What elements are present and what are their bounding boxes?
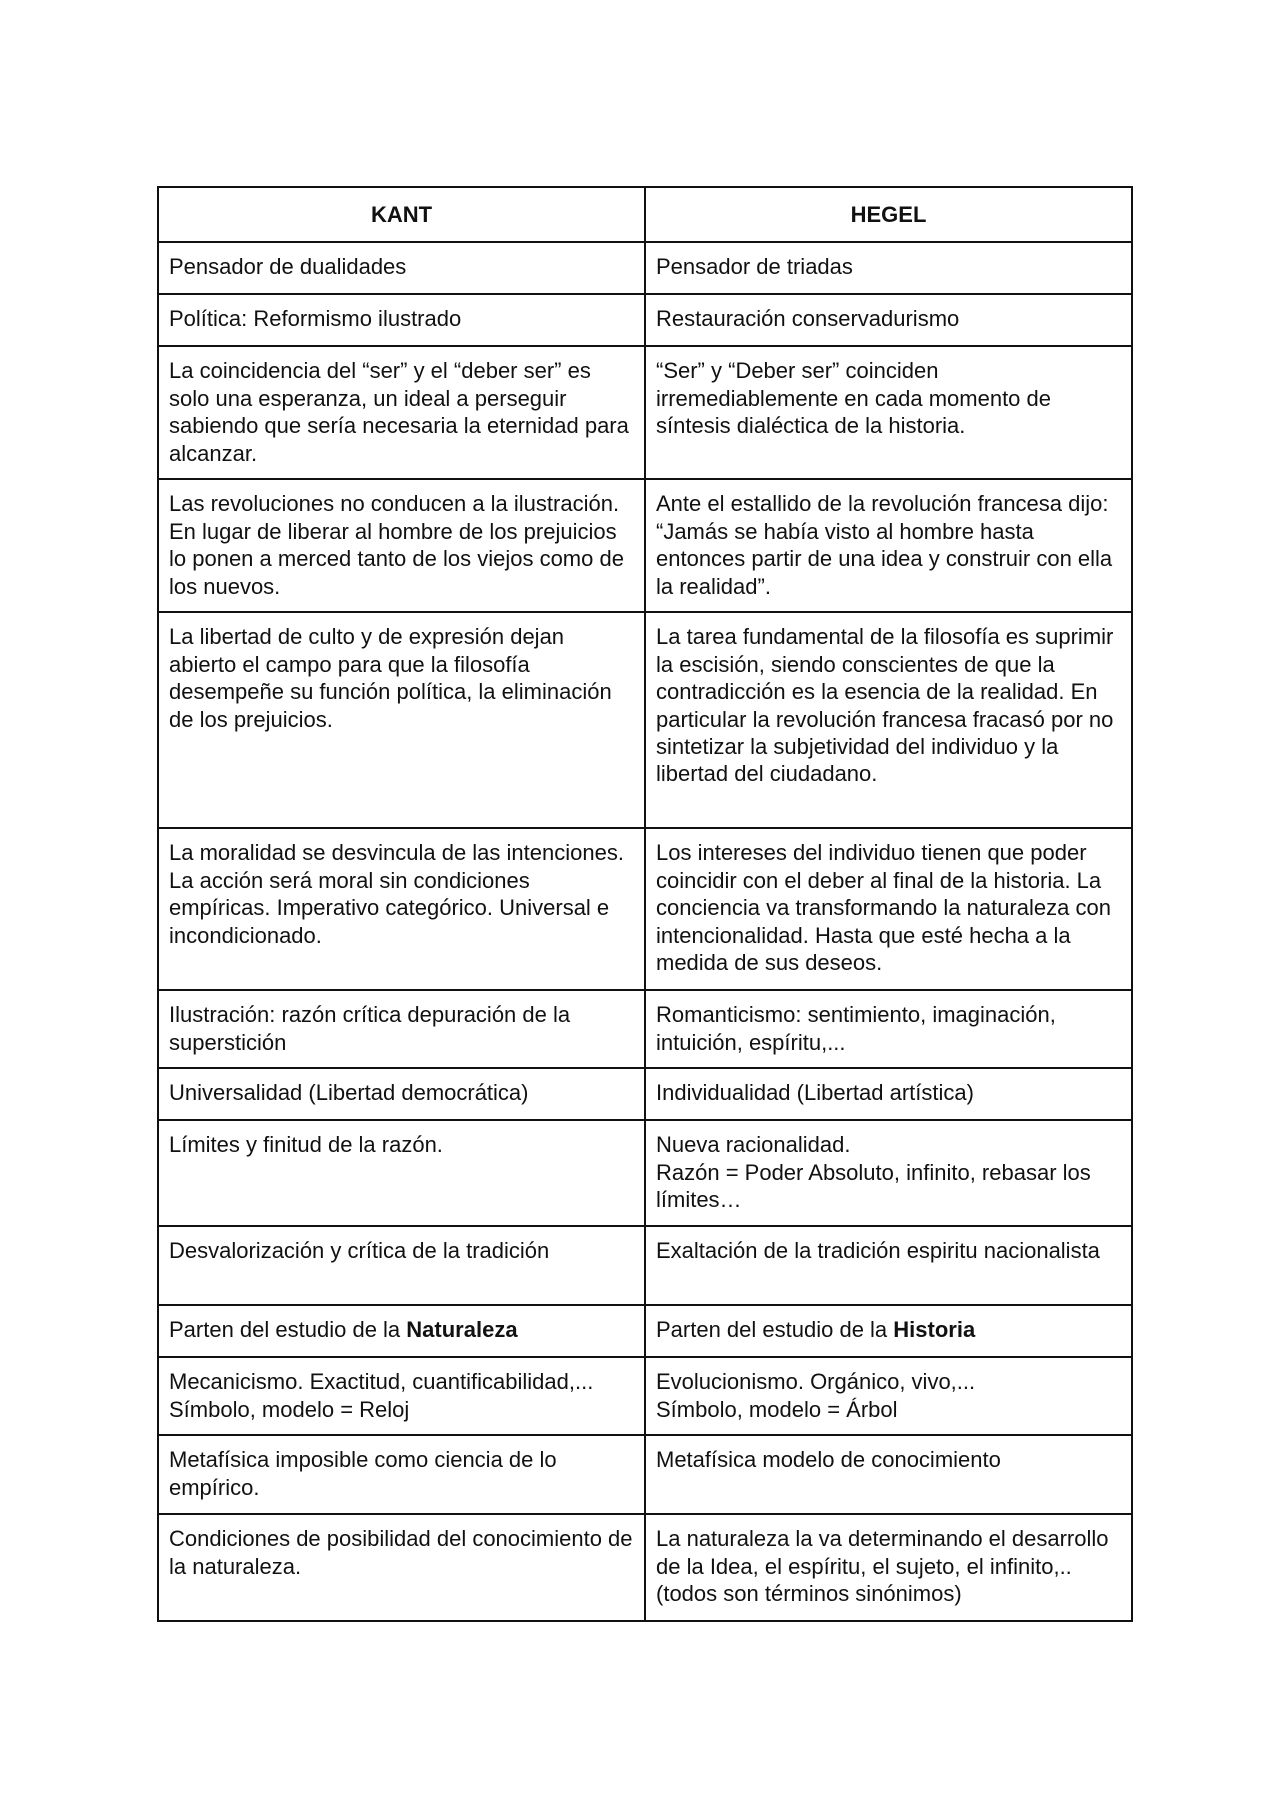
hegel-cell — [645, 1120, 1132, 1226]
kant-cell-text: Parten del estudio de la — [169, 1317, 407, 1343]
header-hegel: HEGEL — [645, 187, 1132, 242]
kant-cell-line: Símbolo, modelo = Reloj — [169, 1396, 410, 1422]
kant-cell — [158, 1357, 645, 1435]
table-row — [158, 242, 1132, 294]
hegel-cell: La naturaleza la va determinando el desarrollo de la Idea, el espíritu, el sujeto, el infinito,.. (todos son términos sinónimos) — [645, 1514, 1132, 1621]
table-row — [158, 479, 1132, 612]
table-row — [158, 1435, 1132, 1514]
hegel-cell: Individualidad (Libertad artística) — [645, 1068, 1132, 1120]
kant-cell: Metafísica imposible como ciencia de lo empírico. — [158, 1435, 645, 1514]
table-row — [158, 1068, 1132, 1120]
kant-cell: Ilustración: razón crítica depuración de la superstición — [158, 990, 645, 1068]
kant-cell-bold-text: Naturaleza — [406, 1317, 518, 1343]
table-row — [158, 1305, 1132, 1357]
hegel-cell: “Ser” y “Deber ser” coinciden irremediablemente en cada momento de síntesis dialéctica de la historia. — [645, 346, 1132, 479]
table-row — [158, 346, 1132, 479]
kant-hegel-comparison-table — [157, 186, 1133, 1622]
table-row — [158, 1357, 1132, 1435]
hegel-cell-line: Evolucionismo. Orgánico, vivo,... — [656, 1369, 976, 1395]
table-row — [158, 828, 1132, 990]
hegel-cell: Romanticismo: sentimiento, imaginación, intuición, espíritu,... — [645, 990, 1132, 1068]
kant-cell: Desvalorización y crítica de la tradición — [158, 1226, 645, 1305]
table-header-row — [158, 187, 1132, 242]
kant-cell: Límites y finitud de la razón. — [158, 1120, 645, 1226]
kant-cell: Condiciones de posibilidad del conocimiento de la naturaleza. — [158, 1514, 645, 1621]
hegel-cell: Exaltación de la tradición espiritu nacionalista — [645, 1226, 1132, 1305]
hegel-cell: Ante el estallido de la revolución francesa dijo: “Jamás se había visto al hombre hasta entonces partir de una idea y construir con ella la realidad”. — [645, 479, 1132, 612]
hegel-cell: La tarea fundamental de la filosofía es suprimir la escisión, siendo conscientes de que la contradicción es la esencia de la realidad. En particular la revolución francesa fracasó por no sintetizar la subjetividad del individuo y la libertad del ciudadano. — [645, 612, 1132, 828]
table-row — [158, 612, 1132, 828]
hegel-cell-text: Parten del estudio de la — [656, 1317, 894, 1343]
kant-cell: La coincidencia del “ser” y el “deber ser” es solo una esperanza, un ideal a perseguir sabiendo que sería necesaria la eternidad para alcanzar. — [158, 346, 645, 479]
kant-cell: La moralidad se desvincula de las intenciones. La acción será moral sin condiciones empíricas. Imperativo categórico. Universal e incondicionado. — [158, 828, 645, 990]
kant-cell-line: Mecanicismo. Exactitud, cuantificabilidad,... — [169, 1369, 594, 1395]
hegel-cell — [645, 1305, 1132, 1357]
hegel-cell-line: Símbolo, modelo = Árbol — [656, 1396, 898, 1422]
hegel-cell-line: Nueva racionalidad. — [656, 1132, 851, 1158]
hegel-cell — [645, 1357, 1132, 1435]
table-row — [158, 1226, 1132, 1305]
hegel-cell: Pensador de triadas — [645, 242, 1132, 294]
header-kant: KANT — [158, 187, 645, 242]
table-row — [158, 1514, 1132, 1621]
kant-cell: Universalidad (Libertad democrática) — [158, 1068, 645, 1120]
hegel-cell: Los intereses del individuo tienen que poder coincidir con el deber al final de la historia. La conciencia va transformando la naturaleza con intencionalidad. Hasta que esté hecha a la medida de sus deseos. — [645, 828, 1132, 990]
table-row — [158, 990, 1132, 1068]
hegel-cell: Metafísica modelo de conocimiento — [645, 1435, 1132, 1514]
kant-cell — [158, 1305, 645, 1357]
kant-cell: Pensador de dualidades — [158, 242, 645, 294]
kant-cell: La libertad de culto y de expresión dejan abierto el campo para que la filosofía desempeñe su función política, la eliminación de los prejuicios. — [158, 612, 645, 828]
hegel-cell-bold-text: Historia — [893, 1317, 976, 1343]
hegel-cell-line: Razón = Poder Absoluto, infinito, rebasar los límites… — [656, 1159, 1091, 1213]
table-row — [158, 1120, 1132, 1226]
hegel-cell: Restauración conservadurismo — [645, 294, 1132, 346]
kant-cell: Política: Reformismo ilustrado — [158, 294, 645, 346]
table-row — [158, 294, 1132, 346]
kant-cell: Las revoluciones no conducen a la ilustración. En lugar de liberar al hombre de los prejuicios lo ponen a merced tanto de los viejos como de los nuevos. — [158, 479, 645, 612]
